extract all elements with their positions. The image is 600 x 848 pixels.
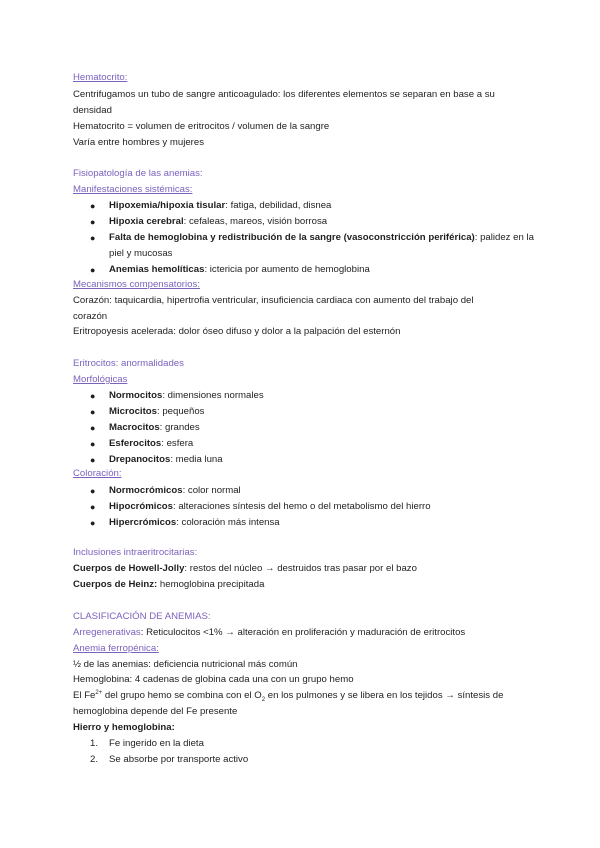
- step-item: Se absorbe por transporte activo: [109, 754, 249, 765]
- list-item: Microcitos: pequeños: [109, 406, 205, 417]
- hematocrito-line-1: Centrifugamos un tubo de sangre anticoagulado: los diferentes elementos se separan en base a su: [73, 89, 495, 100]
- list-item: Falta de hemoglobina y redistribución de la sangre (vasoconstricción periférica): palidez en la piel y mucosas: [109, 232, 534, 259]
- bullet-icon: ●: [90, 391, 96, 401]
- list-item: Macrocitos: grandes: [109, 422, 200, 433]
- heinz-line: Cuerpos de Heinz: hemoglobina precipitada: [73, 579, 265, 590]
- bullet-icon: ●: [90, 502, 96, 512]
- bullet-icon: ●: [90, 201, 96, 211]
- bullet-icon: ●: [90, 217, 96, 227]
- mecanismos-line-3: Eritropoyesis acelerada: dolor óseo difuso y dolor a la palpación del esternón: [73, 326, 401, 337]
- bullet-icon: ●: [90, 233, 96, 243]
- hierro-heading: Hierro y hemoglobina:: [73, 722, 175, 733]
- step-item: Fe ingerido en la dieta: [109, 738, 204, 749]
- bullet-icon: ●: [90, 439, 96, 449]
- bullet-icon: ●: [90, 407, 96, 417]
- list-item: Anemias hemolíticas: ictericia por aumento de hemoglobina: [109, 264, 370, 275]
- coloracion-heading: Coloración:: [73, 468, 122, 479]
- list-item: Hipoxia cerebral: cefaleas, mareos, visión borrosa: [109, 216, 328, 227]
- bullet-icon: ●: [90, 423, 96, 433]
- list-item: Normocrómicos: color normal: [109, 485, 241, 496]
- list-item: Esferocitos: esfera: [109, 438, 194, 449]
- morfologicas-heading: Morfológicas: [73, 374, 128, 385]
- bullet-icon: ●: [90, 518, 96, 528]
- list-item: Hipoxemia/hipoxia tisular: fatiga, debilidad, disnea: [109, 200, 332, 211]
- step-number: 1.: [90, 738, 99, 749]
- ferropenica-line-4: hemoglobina depende del Fe presente: [73, 706, 238, 717]
- mecanismos-heading: Mecanismos compensatorios:: [73, 279, 200, 290]
- ferropenica-heading: Anemia ferropénica:: [73, 643, 159, 654]
- hematocrito-heading: Hematocrito:: [73, 72, 128, 83]
- hematocrito-line-4: Varía entre hombres y mujeres: [73, 137, 204, 148]
- list-item: Drepanocitos: media luna: [109, 454, 223, 465]
- mecanismos-line-2: corazón: [73, 311, 108, 322]
- bullet-icon: ●: [90, 486, 96, 496]
- ferropenica-line-1: ½ de las anemias: deficiencia nutricional más común: [73, 659, 298, 670]
- step-number: 2.: [90, 754, 99, 765]
- clasificacion-heading: CLASIFICACIÓN DE ANEMIAS:: [73, 611, 211, 622]
- ferropenica-line-3: El $Fe^{2+}$ del grupo hemo se combina con el $O_2$ en los pulmones y se libera en los tejidos → síntesis de: [73, 689, 504, 703]
- list-item: Hipocrómicos: alteraciones síntesis del hemo o del metabolismo del hierro: [109, 501, 431, 512]
- bullet-icon: ●: [90, 455, 96, 465]
- mecanismos-line-1: Corazón: taquicardia, hipertrofia ventricular, insuficiencia cardiaca con aumento del trabajo del: [73, 295, 474, 306]
- fisiopatologia-heading: Fisiopatología de las anemias:: [73, 168, 203, 179]
- bullet-icon: ●: [90, 265, 96, 275]
- list-item: Hipercrómicos: coloración más intensa: [109, 517, 280, 528]
- hematocrito-line-3: Hematocrito = volumen de eritrocitos / volumen de la sangre: [73, 121, 330, 132]
- hematocrito-line-2: densidad: [73, 105, 112, 116]
- eritrocitos-heading: Eritrocitos: anormalidades: [73, 358, 184, 369]
- list-item: Normocitos: dimensiones normales: [109, 390, 264, 401]
- arregenerativas-line: Arregenerativas: Reticulocitos <1% → alteración en proliferación y maduración de eritrocitos: [73, 627, 466, 638]
- howell-jolly-line: Cuerpos de Howell-Jolly: restos del núcleo → destruidos tras pasar por el bazo: [73, 563, 417, 574]
- ferropenica-line-2: Hemoglobina: 4 cadenas de globina cada una con un grupo hemo: [73, 674, 354, 685]
- manifestaciones-heading: Manifestaciones sistémicas:: [73, 184, 193, 195]
- inclusiones-heading: Inclusiones intraeritrocitarias:: [73, 547, 198, 558]
